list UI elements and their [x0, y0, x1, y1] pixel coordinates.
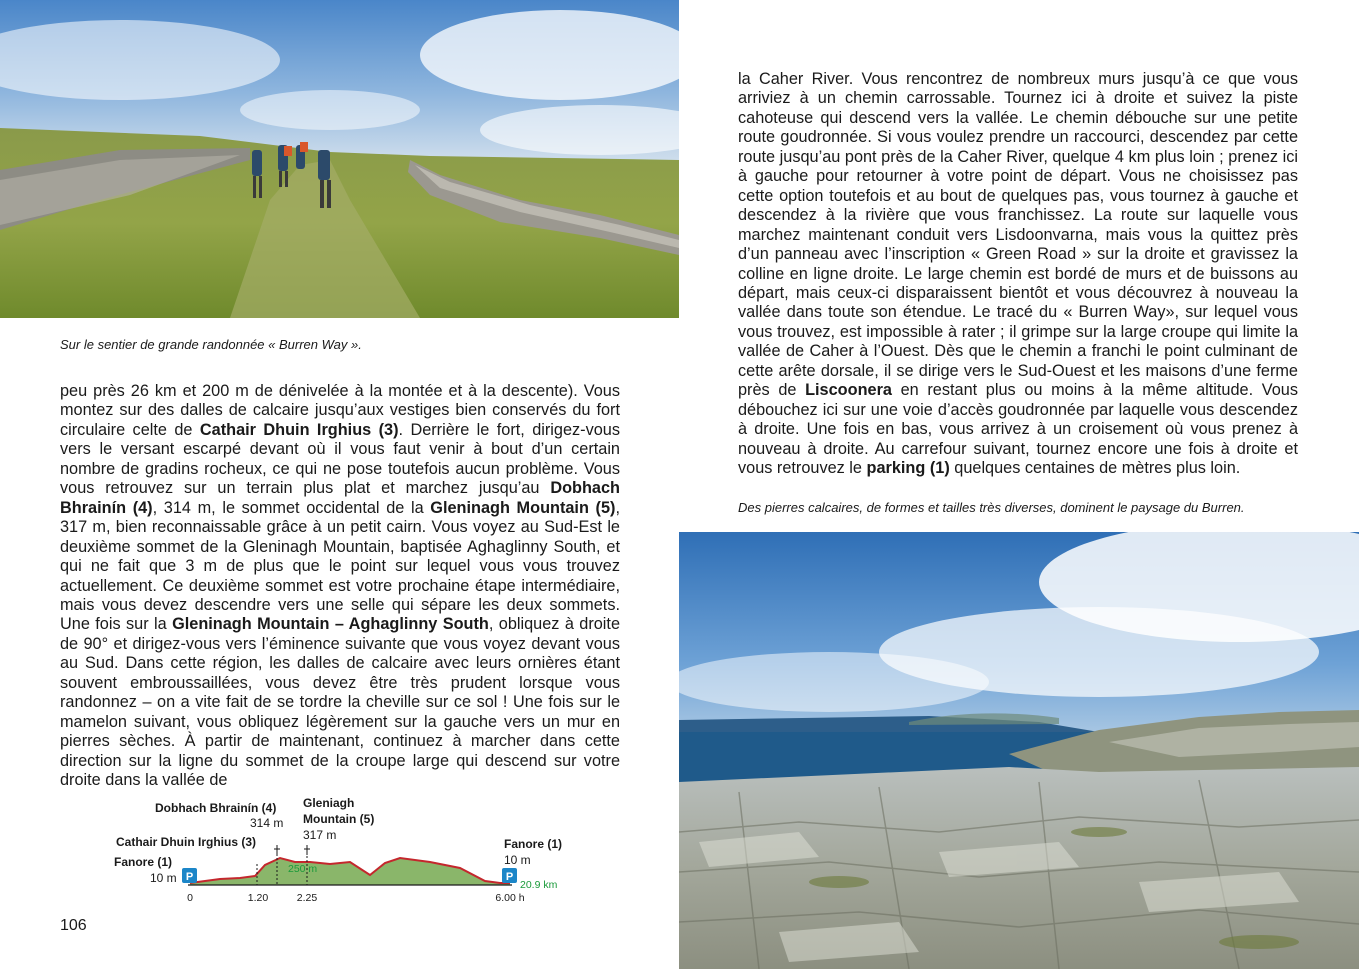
text-run: peu près 26 km et 200 m de dénivelée à la montée et à la descente). Vous montez sur des dalles de calcaire jusqu’aux vestiges bien conservés du fort circulaire celte de [60, 382, 620, 439]
label-fanore-end: Fanore (1) [504, 837, 563, 851]
label-cathair: Cathair Dhuin Irghius (3) [116, 835, 257, 849]
summit-cross-icon [304, 845, 310, 855]
bold-place-name: parking (1) [866, 459, 950, 478]
text-run: la Caher River. Vous rencontrez de nombreux murs jusqu’à ce que vous arriviez à un chemin carrossable. Tournez ici à droite et suivez la piste cahoteuse qui descend vers la vallée. Le chemin débouche sur une petite route goudronnée. Si vous voulez prendre un raccourci, descendez par cette route jusqu’au pont près de la Caher River, quelque 4 km plus loin ; prenez ici à gauche pour retourner à votre point de départ. Vous ne choisissez pas cette option toutefois et au bout de quelques pas, vous tournez à gauche et descendez à la rivière que vous franchissez. La route sur laquelle vous marchez maintenant conduit vers Lisdoonvarna, mais vous la quittez près d’un panneau avec l’inscription « Green Road » sur la droite et gravissez la colline en ligne droite. Le large chemin est bordé de murs et de buissons au départ, mais ceux-ci disparaissent bientôt et vous découvrez à nouveau la vallée dans toute son étendue. Le tracé du « Burren Way», sur lequel vous vous trouvez, est impossible à rater ; il grimpe sur la large croupe qui limite la vallée de Caher à l’Ouest. Dès que le chemin a franchi le point culminant de cette arête dorsale, il se dirige vers le Sud-Ouest et les maisons d’une ferme près de [738, 70, 1298, 400]
text-run: , 317 m, bien reconnaissable grâce à un petit cairn. Vous voyez au Sud-Est le deuxième sommet de la Gleninagh Mountain, baptisée Aghaglinny South, et qui ne fait que 3 m de plus que le point sur lequel vous vous trouvez actuellement. Ce deuxième sommet est votre prochaine étape intermédiaire, mais vous devez descendre vers une selle qui sépare les deux sommets. Une fois sur la [60, 498, 620, 634]
text-run: , obliquez à droite de 90° et dirigez-vous vers l’éminence suivante que vous voyez devant vous au Sud. Dans cette région, les dalles de calcaire avec leurs ornières étant souvent embroussaillées, vous devez être très prudent lorsque vous randonnez – on a vite fait de se tordre la cheville sur ce sol ! Une fois sur le mamelon suivant, vous obliquez légèrement sur la gauche vers un mur en pierres sèches. À partir de maintenant, continuez à marcher dans cette direction sur la ligne du sommet de la croupe large qui descend sur votre droite dans la vallée de [60, 615, 620, 790]
parking-icon-start [182, 868, 197, 883]
page-number: 106 [60, 917, 87, 934]
right-text-column [738, 70, 1298, 479]
tick-label: 6.00 h [495, 892, 525, 904]
text-run: , 314 m, le sommet occidental de la [152, 498, 431, 517]
top-photo-caption: Sur le sentier de grande randonnée « Burren Way ». [60, 337, 362, 352]
label-fanore-end-alt: 10 m [504, 853, 531, 867]
label-dobhach: Dobhach Bhrainín (4) [155, 801, 277, 815]
label-gleniagh-2: Mountain (5) [303, 812, 375, 826]
bold-place-name: Gleninagh Mountain – Aghaglinny South [172, 615, 489, 634]
summit-cross-icon [274, 845, 280, 855]
tick-label: 1.20 [247, 892, 269, 904]
elevation-profile [100, 792, 590, 912]
right-photo-caption: Des pierres calcaires, de formes et tailles très diverses, dominent le paysage du Burren. [738, 500, 1245, 515]
tick-label: 2.25 [296, 892, 318, 904]
label-dobhach-alt: 314 m [250, 816, 284, 830]
label-fanore-start: Fanore (1) [114, 855, 173, 869]
bold-place-name: Cathair Dhuin Irghius (3) [199, 420, 399, 439]
svg-text:P: P [185, 871, 194, 883]
bold-place-name: Liscoonera [805, 381, 892, 400]
tick-label: 0 [187, 892, 193, 904]
label-gleniagh-1: Gleniagh [303, 796, 355, 810]
left-text-column [60, 382, 620, 791]
burren-limestone-photo [679, 532, 1359, 969]
svg-text:P: P [505, 871, 514, 883]
parking-icon-end [502, 868, 517, 883]
text-run: quelques centaines de mètres plus loin. [949, 459, 1241, 478]
text-run: en restant plus ou moins à la même altitude. Vous débouchez ici sur une voie d’accès goudronnée par laquelle vous descendez à droite. Une fois en bas, vous arrivez à un croisement où vous prenez à nouveau à droite. Au carrefour suivant, tournez encore une fois à droite et vous retrouvez le [738, 381, 1298, 478]
text-run: . Derrière le fort, dirigez-vous vers le versant escarpé devant où il vous faut venir à bout d’un certain nombre de gradins rocheux, ce qui ne pose toutefois aucun problème. Vous vous retrouvez sur un terrain plus plat et marchez jusqu’au [60, 420, 620, 498]
bold-place-name: Dobhach Bhrainín (4) [60, 479, 620, 517]
bold-place-name: Gleninagh Mountain (5) [430, 498, 616, 517]
label-distance: 20.9 km [520, 879, 558, 891]
label-mid-alt: 250 m [288, 863, 318, 875]
label-gleniagh-alt: 317 m [303, 828, 337, 842]
burren-way-photo [0, 0, 679, 318]
label-fanore-start-alt: 10 m [150, 871, 177, 885]
